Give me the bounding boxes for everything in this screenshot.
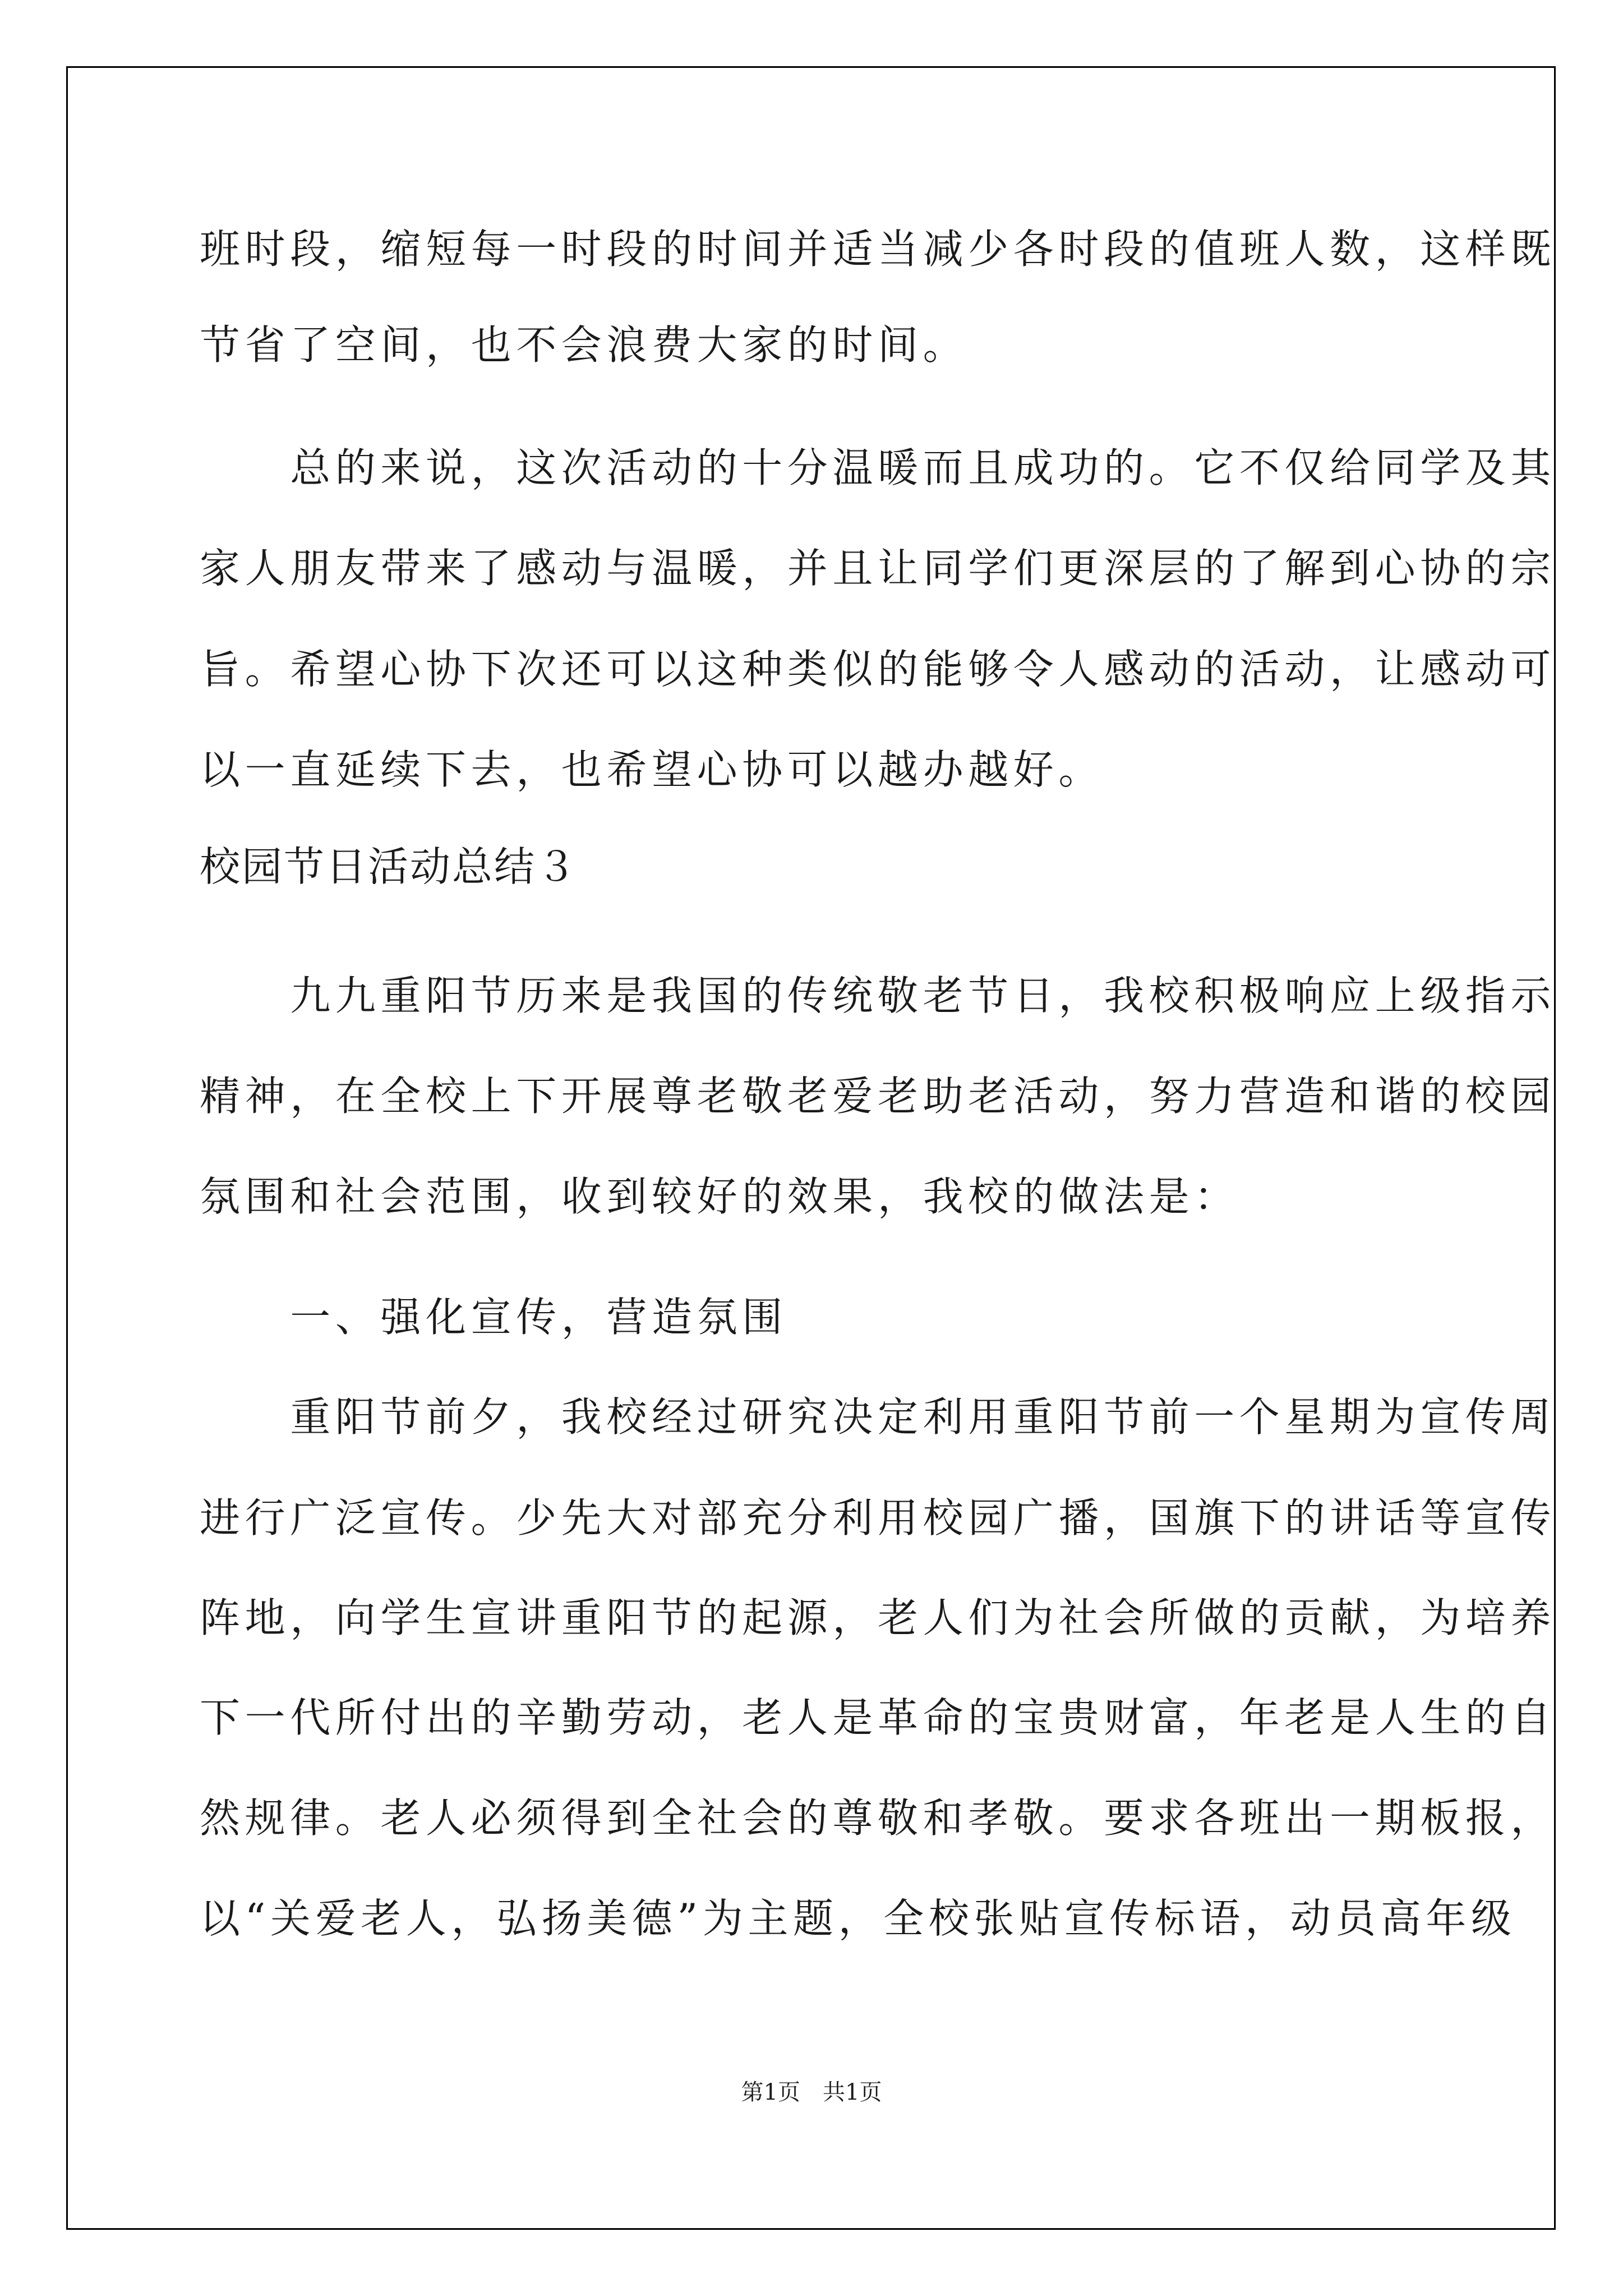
subheading: 一、强化宣传，营造氛围 [200,1294,787,1341]
body-line: 总的来说，这次活动的十分温暖而且成功的。它不仅给同学及其 [200,444,1556,491]
section-heading: 校园节日活动总结３ [200,843,579,890]
body-line: 以一直延续下去，也希望心协可以越办越好。 [200,746,1104,793]
body-line: 班时段，缩短每一时段的时间并适当减少各时段的值班人数，这样既 [200,226,1556,273]
body-line: 下一代所付出的辛勤劳动，老人是革命的宝贵财富，年老是人生的自 [200,1694,1556,1741]
body-line: 阵地，向学生宣讲重阳节的起源，老人们为社会所做的贡献，为培养 [200,1594,1556,1641]
body-line: 然规律。老人必须得到全社会的尊敬和孝敬。要求各班出一期板报， [200,1795,1556,1842]
body-line: 旨。希望心协下次还可以这种类似的能够令人感动的活动，让感动可 [200,646,1556,693]
page-footer: 第1页 共1页 [741,2079,882,2105]
body-line: 氛围和社会范围，收到较好的效果，我校的做法是： [200,1173,1239,1220]
body-line: 九九重阳节历来是我国的传统敬老节日，我校积极响应上级指示 [200,972,1556,1019]
body-line: 节省了空间，也不会浪费大家的时间。 [200,321,969,369]
body-line: 进行广泛宣传。少先大对部充分利用校园广播，国旗下的讲话等宣传 [200,1494,1556,1542]
body-line: 精神，在全校上下开展尊老敬老爱老助老活动，努力营造和谐的校园 [200,1073,1556,1120]
body-line: 以“关爱老人，弘扬美德”为主题，全校张贴宣传标语，动员高年级 [200,1895,1516,1942]
body-line: 家人朋友带来了感动与温暖，并且让同学们更深层的了解到心协的宗 [200,545,1556,592]
body-line: 重阳节前夕，我校经过研究决定利用重阳节前一个星期为宣传周 [200,1393,1556,1441]
